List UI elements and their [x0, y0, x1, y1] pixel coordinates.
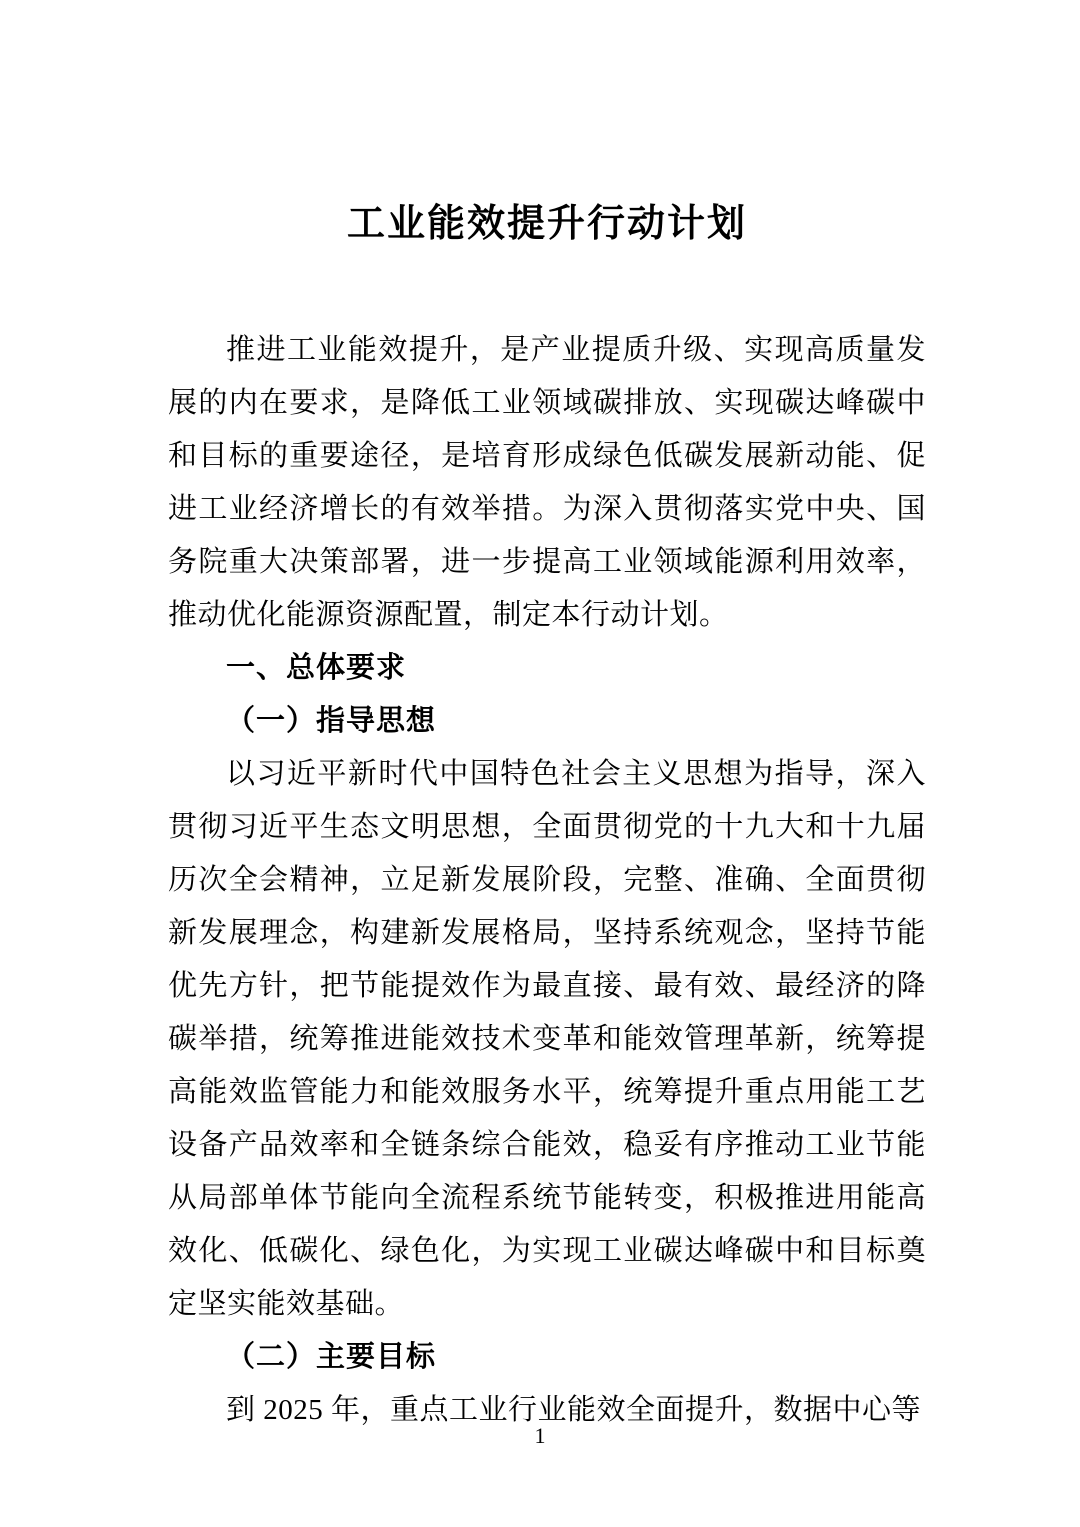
page-number: 1 [534, 1423, 546, 1448]
document-paragraph: 以习近平新时代中国特色社会主义思想为指导，深入贯彻习近平生态文明思想，全面贯彻党的十九大和十九届历次全会精神，立足新发展阶段，完整、准确、全面贯彻新发展理念，构建新发展格局，坚持系统观念，坚持节能优先方针，把节能提效作为最直接、最有效、最经济的降碳举措，统筹推进能效技术变革和能效管理革新，统筹提高能效监管能力和能效服务水平，统筹提升重点用能工艺设备产品效率和全链条综合能效，稳妥有序推动工业节能从局部单体节能向全流程系统节能转变，积极推进用能高效化、低碳化、绿色化，为实现工业碳达峰碳中和目标奠定坚实能效基础。 [168, 758, 926, 1320]
document-paragraph: 到 2025 年，重点工业行业能效全面提升，数据中心等 [226, 1394, 922, 1426]
section-heading1: 一、总体要求 [226, 652, 407, 684]
section-heading2: （二）主要目标 [226, 1341, 437, 1373]
section-heading2: （一）指导思想 [226, 705, 437, 737]
document-paragraph: 推进工业能效提升，是产业提质升级、实现高质量发展的内在要求，是降低工业领域碳排放、实现碳达峰碳中和目标的重要途径，是培育形成绿色低碳发展新动能、促进工业经济增长的有效举措。为深入贯彻落实党中央、国务院重大决策部署，进一步提高工业领域能源利用效率，推动优化能源资源配置，制定本行动计划。 [168, 334, 926, 631]
document-blocks [168, 324, 926, 1437]
document-content [0, 196, 1080, 1437]
document-title: 工业能效提升行动计划 [346, 203, 747, 245]
